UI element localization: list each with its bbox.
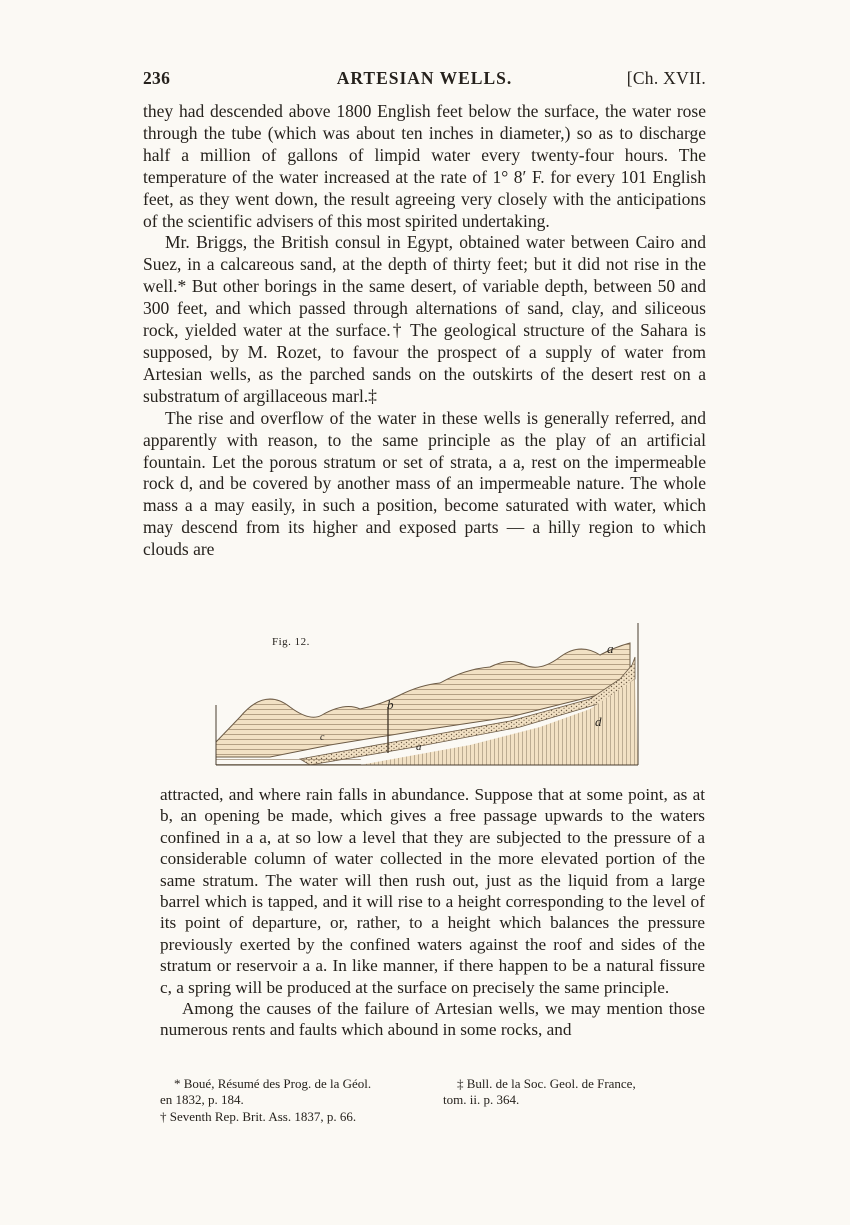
paragraph: Among the causes of the failure of Artesian wells, we may mention those numerous rents and faults which abound in some rocks, and (160, 999, 705, 1040)
footnote-line: ‡ Bull. de la Soc. Geol. de France, (457, 1076, 636, 1091)
body-text-bottom (160, 784, 705, 1041)
footnote-line: tom. ii. p. 364. (443, 1091, 520, 1107)
paragraph: The rise and overflow of the water in these wells is generally referred, and apparently with reason, to the same principle as the play of an artificial fountain. Let the porous stratum or set of strata, a a, rest on the impermeable rock d, and be covered by another mass of an impermeable nature. The whole mass a a may easily, in such a position, become saturated with water, which may descend from its higher and exposed parts — a hilly region to which clouds are (143, 407, 706, 560)
footnote-line: en 1832, p. 184. (160, 1091, 244, 1107)
body-text-top (143, 101, 706, 561)
figure-label: Fig. 12. (272, 636, 310, 648)
footnotes-left-column (160, 1076, 430, 1127)
page-number: 236 (143, 68, 171, 88)
footnotes-right-column (443, 1076, 705, 1109)
paragraph: Mr. Briggs, the British consul in Egypt, obtained water between Cairo and Suez, in a calcareous sand, at the depth of thirty feet; but it did not rise in the well.* But other borings in the same desert, of variable depth, between 50 and 300 feet, and which passed through alternations of sand, clay, and siliceous rock, yielded water at the surface.† The geological structure of the Sahara is supposed, by M. Rozet, to favour the prospect of a supply of water from Artesian wells, as the parched sands on the outskirts of the desert rest on a substratum of argillaceous marl.‡ (143, 232, 706, 406)
figure-letter-a-mid: a (416, 741, 422, 753)
figure-letter-d: d (595, 714, 602, 729)
paragraph: they had descended above 1800 English feet below the surface, the water rose through the tube (which was about ten inches in diameter,) so as to discharge half a million of gallons of limpid water every twenty-four hours. The temperature of the water increased at the rate of 1° 8′ F. for every 101 English feet, as they went down, the result agreeing very closely with the anticipations of the scientific advisers of this most spirited undertaking. (143, 101, 706, 231)
footnote-dagger: † Seventh Rep. Brit. Ass. 1837, p. 66. (160, 1109, 357, 1125)
figure-letter-c: c (320, 732, 325, 743)
chapter-reference: [Ch. XVII. (626, 68, 706, 88)
figure-artesian-section (210, 617, 645, 777)
figure-letter-b: b (387, 697, 394, 712)
running-title: ARTESIAN WELLS. (336, 68, 513, 88)
footnote-line: * Boué, Résumé des Prog. de la Géol. (174, 1076, 372, 1091)
running-head (143, 68, 706, 96)
footnote-star (160, 1076, 430, 1107)
paragraph: attracted, and where rain falls in abundance. Suppose that at some point, as at b, an opening be made, which gives a free passage upwards to the waters confined in a a, at so low a level that they are subjected to the pressure of a considerable column of water collected in the more elevated portion of the same stratum. The water will then rush out, just as the liquid from a large barrel which is tapped, and it will rise to a height corresponding to the level of its point of departure, or, rather, to a height which balances the pressure previously exerted by the confined waters against the roof and sides of the stratum or reservoir a a. In like manner, if there happen to be a natural fissure c, a spring will be produced at the surface on precisely the same principle. (160, 785, 705, 997)
footnote-double-dagger (443, 1076, 705, 1107)
figure-letter-a-top: a (607, 641, 614, 656)
